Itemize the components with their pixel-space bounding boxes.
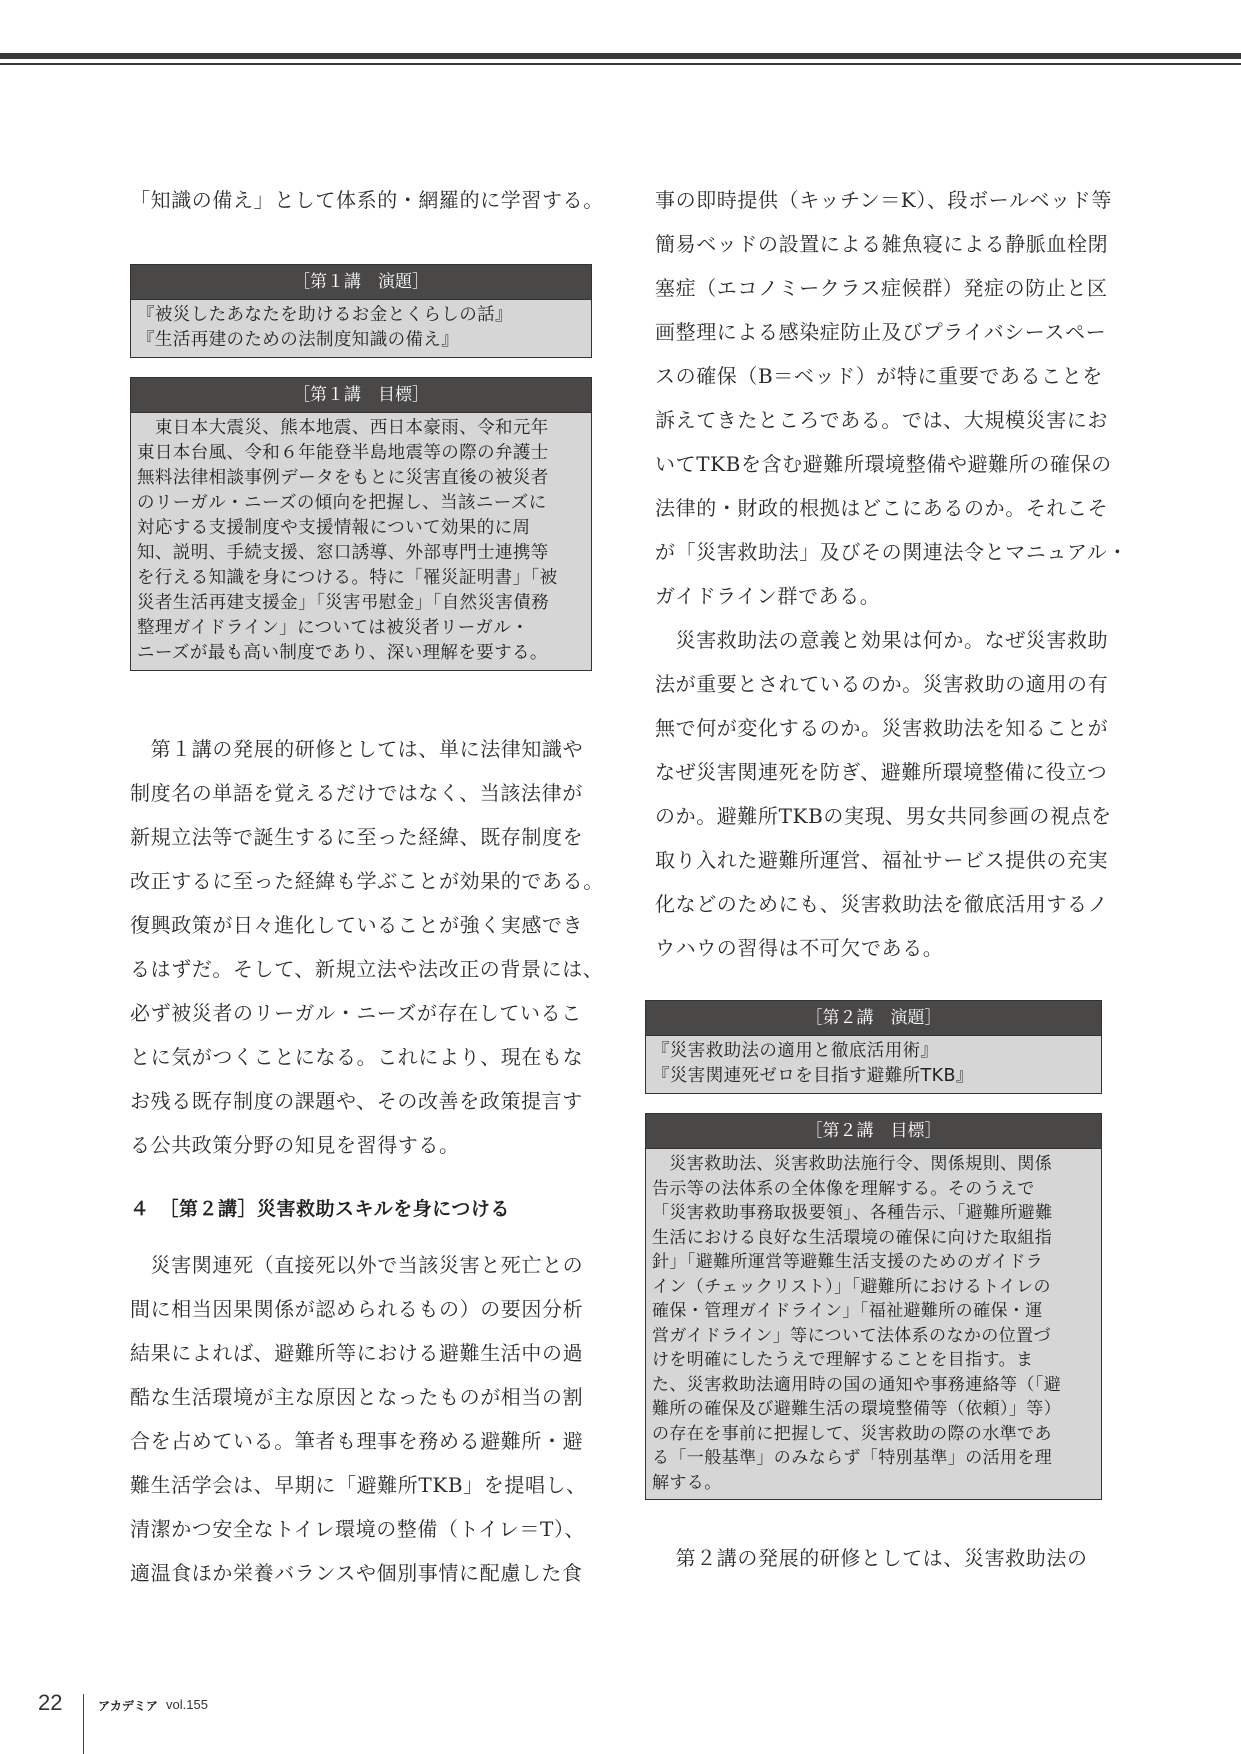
right-column: [652, 180, 1128, 1580]
box-header: ［第２講 目標］: [646, 1114, 1101, 1149]
lecture2-advanced-paragraph: 第２講の発展的研修としては、災害救助法の: [655, 1546, 1088, 1570]
lecture2-title-box: [645, 1000, 1102, 1094]
box-body: 災害救助法、災害救助法施行令、関係規則、関係 告示等の法体系の全体像を理解する。そのうえで 「災害救助事務取扱要領」、各種告示、「避難所避難 生活における良好な生活環境の確保に向けた取組指 針」「避難所運営等避難生活支援のためのガイドラ イン（チェックリスト）」「避難所におけるトイレの 確保・管理ガイドライン」「福祉避難所の確保・運 営ガイドライン」等について法体系のなかの位置づ けを明確にしたうえで理解することを目指す。ま た、災害救助法適用時の国の通知や事務連絡等（「避 難所の確保及び避難生活の環境整備等（依頼）」等） の存在を事前に把握して、災害救助の際の水準であ る「一般基準」のみならず「特別基準」の活用を理 解する。: [652, 1154, 1062, 1493]
header-rule-thick: [0, 53, 1241, 59]
box-header: ［第１講 演題］: [131, 265, 591, 300]
lecture1-goal-box: [130, 377, 592, 671]
header-rule-thin: [0, 63, 1241, 65]
magazine-volume: vol.155: [166, 1697, 208, 1712]
lecture1-advanced-paragraph: 第１講の発展的研修としては、単に法律知識や 制度名の単語を覚えるだけではなく、当該法律が 新規立法等で誕生するに至った経緯、既存制度を 改正するに至った経緯も学ぶことが効果的である。 復興政策が日々進化していることが強く実感でき るはずだ。そして、新規立法や法改正の背景には、 必ず被災者のリーガル・ニーズが存在しているこ とに気がつくことになる。これにより、現在もな お残る既存制度の課題や、その改善を政策提言す る公共政策分野の知見を習得する。: [130, 737, 604, 1157]
magazine-name: アカデミア: [98, 1699, 158, 1713]
lecture1-title-box: [130, 264, 592, 358]
lecture2-intro-paragraph: 災害関連死（直接死以外で当該災害と死亡との 間に相当因果関係が認められるもの）の要因分析 結果によれば、避難所等における避難生活中の過 酷な生活環境が主な原因となったものが相当の割 合を占めている。筆者も理事を務める避難所・避 難生活学会は、早期に「避難所TKB」を提唱し、 清潔かつ安全なトイレ環境の整備（トイレ＝T）、 適温食ほか栄養バランスや個別事情に配慮した食: [130, 1253, 587, 1585]
lecture2-goal-box: [645, 1113, 1102, 1500]
disaster-relief-act-paragraph: 災害救助法の意義と効果は何か。なぜ災害救助 法が重要とされているのか。災害救助の適用の有 無で何が変化するのか。災害救助法を知ることが なぜ災害関連死を防ぎ、避難所環境整備に役立つ のか。避難所TKBの実現、男女共同参画の視点を 取り入れた避難所運営、福祉サービス提供の充実 化などのためにも、災害救助法を徹底活用するノ ウハウの習得は不可欠である。: [655, 628, 1112, 960]
box-header: ［第２講 演題］: [646, 1001, 1101, 1036]
box-body: 東日本大震災、熊本地震、西日本豪雨、令和元年 東日本台風、令和６年能登半島地震等の際の弁護士 無料法律相談事例データをもとに災害直後の被災者 のリーガル・ニーズの傾向を把握し、当該ニーズに 対応する支援制度や支援情報について効果的に周 知、説明、手続支援、窓口誘導、外部専門士連携等 を行える知識を身につける。特に「罹災証明書」「被 災者生活再建支援金」「災害弔慰金」「自然災害債務 整理ガイドライン」については被災者リーガル・ ニーズが最も高い制度であり、深い理解を要する。: [137, 418, 558, 663]
box-header: ［第１講 目標］: [131, 378, 591, 413]
footer-divider: [83, 1694, 84, 1754]
box-body: 『災害救助法の適用と徹底活用術』 『災害関連死ゼロを目指す避難所TKB』: [652, 1041, 974, 1086]
left-column: [130, 180, 604, 1595]
tkb-paragraph: 事の即時提供（キッチン＝K）、段ボールベッド等 簡易ベッドの設置による雑魚寝による静脈血栓閉 塞症（エコノミークラス症候群）発症の防止と区 画整理による感染症防止及びプライバシースペー スの確保（B＝ベッド）が特に重要であることを 訴えてきたところである。では、大規模災害にお いてTKBを含む避難所環境整備や避難所の確保の 法律的・財政的根拠はどこにあるのか。それこそ が「災害救助法」及びその関連法令とマニュアル・ ガイドライン群である。: [655, 188, 1128, 608]
section-heading: ４ ［第２講］災害救助スキルを身につける: [130, 1198, 510, 1220]
intro-paragraph: 「知識の備え」として体系的・網羅的に学習する。: [130, 188, 604, 212]
page-number: 22: [38, 1690, 63, 1715]
box-body: 『被災したあなたを助けるお金とくらしの話』 『生活再建のための法制度知識の備え』: [137, 305, 513, 350]
